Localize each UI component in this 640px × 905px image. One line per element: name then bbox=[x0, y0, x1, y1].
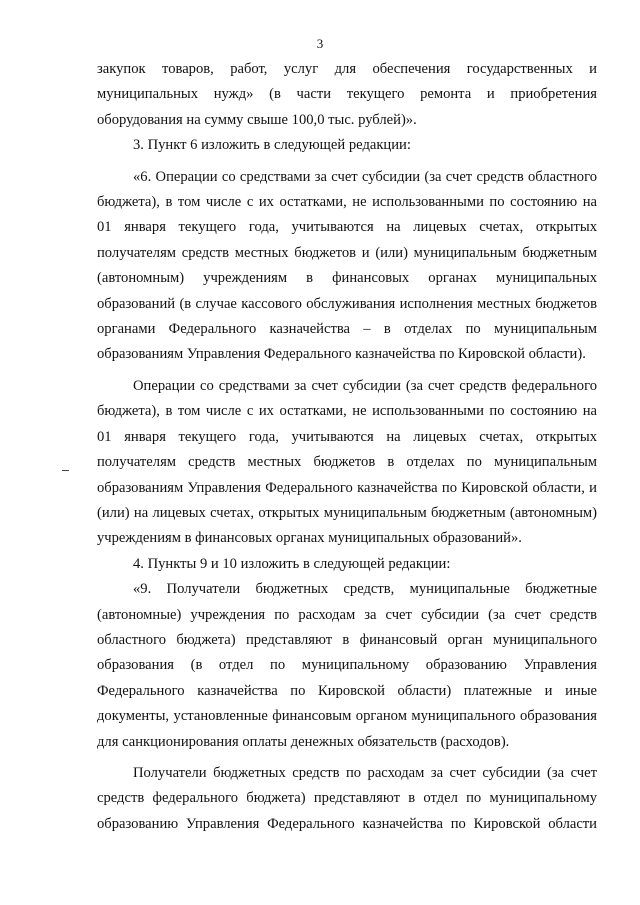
paragraph-clause-9-federal bbox=[97, 761, 597, 837]
text-line: получателям средств местных бюджетов и (или) муниципальным бюджетным bbox=[97, 244, 597, 261]
text-line: получателям средств местных бюджетов в отделах по муниципальным bbox=[97, 454, 597, 471]
text-line: образованиям Управления Федерального казначейства по Кировской области, и bbox=[97, 479, 597, 496]
text-line: образованиям Управления Федерального казначейства по Кировской области). bbox=[97, 346, 586, 363]
text-line: средств федерального бюджета) представляют в отдел по муниципальному bbox=[97, 790, 597, 807]
paragraph-item-3-heading bbox=[97, 133, 597, 158]
text-line: «9. Получатели бюджетных средств, муниципальные бюджетные bbox=[133, 581, 597, 598]
text-line: Операции со средствами за счет субсидии (за счет средств федерального bbox=[133, 377, 597, 394]
text-line: Получатели бюджетных средств по расходам за счет субсидии (за счет bbox=[133, 764, 597, 781]
text-line: 4. Пункты 9 и 10 изложить в следующей редакции: bbox=[133, 555, 451, 572]
text-line: Федерального казначейства по Кировской области) платежные и иные bbox=[97, 682, 597, 699]
text-line: оборудования на сумму свыше 100,0 тыс. рублей)». bbox=[97, 111, 417, 128]
text-line: 01 января текущего года, учитываются на лицевых счетах, открытых bbox=[97, 219, 597, 236]
text-line: (или) на лицевых счетах, открытых муниципальным бюджетным (автономным) bbox=[97, 504, 597, 521]
text-line: образования (в отдел по муниципальному образованию Управления bbox=[97, 657, 597, 674]
text-line: (автономным) учреждениям в финансовых органах муниципальных bbox=[97, 270, 597, 287]
text-line: органами Федерального казначейства – в отделах по муниципальным bbox=[97, 321, 597, 338]
text-line: учреждениям в финансовых органах муниципальных образований». bbox=[97, 530, 522, 547]
text-line: муниципальных нужд» (в части текущего ремонта и приобретения bbox=[97, 86, 597, 103]
text-line: образований (в случае кассового обслуживания исполнения местных бюджетов bbox=[97, 295, 597, 312]
text-line: (автономные) учреждения по расходам за счет субсидии (за счет средств bbox=[97, 606, 597, 623]
document-body bbox=[97, 57, 597, 837]
page-number: 3 bbox=[316, 36, 324, 51]
paragraph-procurement-continuation bbox=[97, 57, 597, 133]
paragraph-clause-9 bbox=[97, 577, 597, 755]
text-line: закупок товаров, работ, услуг для обеспечения государственных и bbox=[97, 61, 597, 77]
text-line: 01 января текущего года, учитываются на лицевых счетах, открытых bbox=[97, 428, 597, 445]
margin-dash-mark bbox=[62, 470, 69, 471]
paragraph-clause-6-federal bbox=[97, 374, 597, 552]
text-line: образованию Управления Федерального казначейства по Кировской области bbox=[97, 815, 597, 832]
text-line: бюджета), в том числе с их остатками, не использованными по состоянию на bbox=[97, 403, 597, 420]
text-line: для санкционирования оплаты денежных обязательств (расходов). bbox=[97, 733, 510, 750]
text-line: документы, установленные финансовым органом муниципального образования bbox=[97, 708, 597, 725]
text-line: областного бюджета) представляют в финансовый орган муниципального bbox=[97, 631, 597, 648]
text-line: 3. Пункт 6 изложить в следующей редакции: bbox=[133, 137, 411, 154]
text-line: «6. Операции со средствами за счет субсидии (за счет средств областного bbox=[133, 168, 597, 185]
paragraph-item-4-heading bbox=[97, 552, 597, 577]
text-line: бюджета), в том числе с их остатками, не использованными по состоянию на bbox=[97, 194, 597, 211]
paragraph-clause-6-regional bbox=[97, 165, 597, 368]
